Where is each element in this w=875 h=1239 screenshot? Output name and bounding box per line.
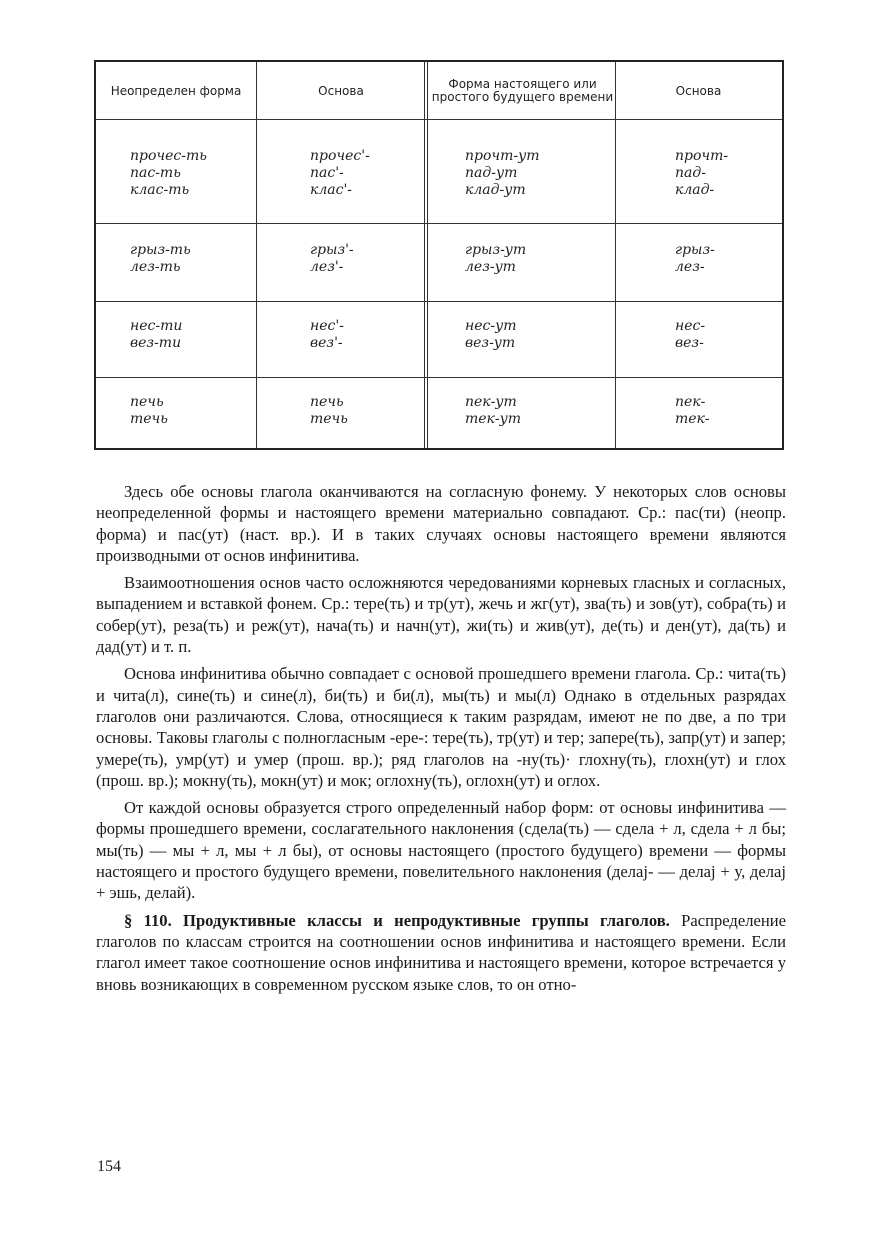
table-cell: печь течь bbox=[310, 394, 348, 427]
table-cell: нес-ти вез-ти bbox=[130, 318, 183, 351]
table-cell: печь течь bbox=[130, 394, 168, 427]
table-cell: грыз-ть лез-ть bbox=[130, 242, 191, 275]
table-cell: прочес-ть пас-ть клас-ть bbox=[130, 148, 207, 198]
table-cell: пек- тек- bbox=[675, 394, 710, 427]
header-stem: Основа bbox=[675, 83, 722, 98]
table-cell: нес-ут вез-ут bbox=[465, 318, 517, 351]
table-cell: грыз'- лез'- bbox=[310, 242, 354, 275]
table-cell: нес'- вез'- bbox=[310, 318, 344, 351]
paragraph: Здесь обе основы глагола оканчиваются на согласную фонему. У некоторых слов основы неопределенной формы и настоящего времени материально совпадают. Ср.: пас(ти) (неопр. форма) и пас(ут) (наст. вр.). И в таких случаях основы настоящего времени являются производными от основ инфинитива. bbox=[96, 482, 786, 565]
table-cell: прочт-ут пад-ут клад-ут bbox=[465, 148, 540, 198]
verb-stem-table bbox=[94, 60, 784, 450]
header-present-form: Форма настоящего или простого будущего времени bbox=[431, 77, 614, 104]
page-number: 154 bbox=[97, 1158, 121, 1175]
table-cell: нес- вез- bbox=[675, 318, 706, 351]
table-cell: грыз- лез- bbox=[675, 242, 715, 275]
table-cell: пек-ут тек-ут bbox=[465, 394, 522, 427]
body-text bbox=[96, 481, 786, 995]
paragraph: Взаимоотношения основ часто осложняются чередованиями корневых гласных и согласных, выпадением и вставкой фонем. Ср.: тере(ть) и тр(ут), жечь и жг(ут), зва(ть) и зов(ут), собра(ть) и собер(ут), реза(ть) и реж(ут), нача(ть) и начн(ут), жи(ть) и жив(ут), де(ть) и ден(ут), да(ть) и дад(ут) и т. п. bbox=[96, 573, 786, 657]
paragraph: От каждой основы образуется строго определенный набор форм: от основы инфинитива — формы прошедшего времени, сослагательного наклонения (сдела(ть) — сдела + л, сдела + л бы; мы(ть) — мы + л, мы + л бы), от основы настоящего (простого будущего) времени — формы настоящего и простого будущего времени, повелительного наклонения (делаj- — делаj + у, делаj + эшь, делай). bbox=[96, 798, 786, 903]
table-cell: прочт- пад- клад- bbox=[675, 148, 729, 198]
header-stem: Основа bbox=[318, 83, 364, 98]
section-paragraph: § 110. Продуктивные классы и непродуктивные группы глаголов. Распределение глаголов по классам строится на соотношении основ инфинитива и настоящего времени. Если глагол имеет такое соотношение основ инфинитива и настоящего времени, которое встречается у вновь возникающих в современном русском языке слов, то он отно- bbox=[96, 910, 786, 994]
table-cell: прочес'- пас'- клас'- bbox=[310, 148, 370, 198]
table-cell: грыз-ут лез-ут bbox=[465, 242, 527, 275]
header-infinitive: Неопределен форма bbox=[110, 83, 242, 98]
section-heading: § 110. Продуктивные классы и непродуктивные группы глаголов. bbox=[124, 910, 670, 930]
paragraph: Основа инфинитива обычно совпадает с основой прошедшего времени глагола. Ср.: чита(ть) и чита(л), сине(ть) и сине(л), би(ть) и би(л), мы(ть) и мы(л) Однако в отдельных разрядах глаголов они различаются. Слова, относящиеся к таким разрядам, имеют не по две, а по три основы. Таковы глаголы с полногласным -ере-: тере(ть), тр(ут) и тер; запере(ть), запр(ут) и запер; умере(ть), умр(ут) и умер (прош. вр.); ряд глаголов на -ну(ть)· глохну(ть), глохн(ут) и глох (прош. вр.); мокну(ть), мокн(ут) и мок; оглохну(ть), оглохн(ут) и оглох. bbox=[96, 664, 786, 790]
